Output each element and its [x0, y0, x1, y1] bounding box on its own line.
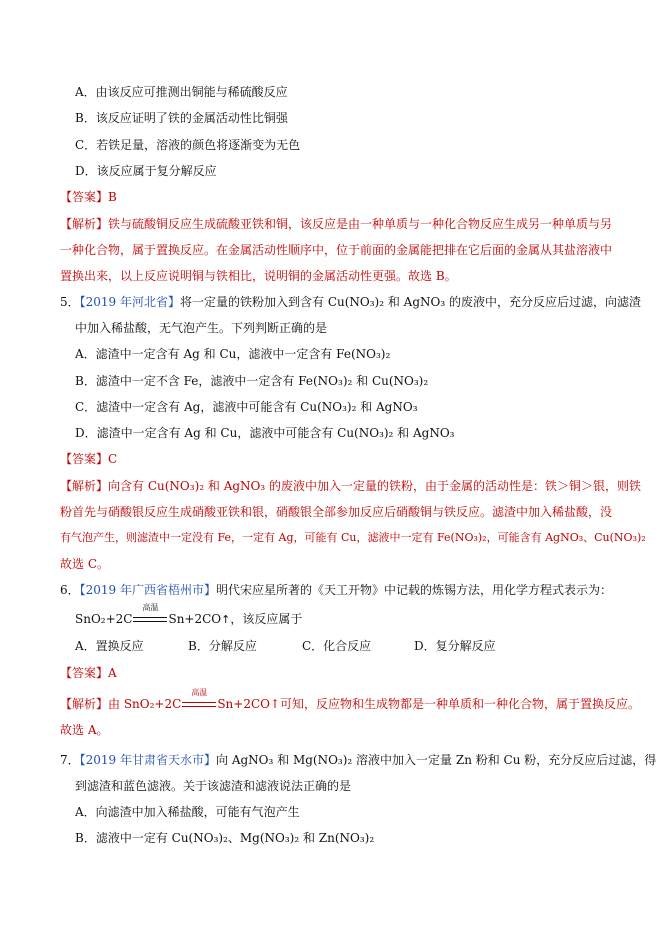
q5-option-a: A．滤渣中一定含有 Ag 和 Cu，滤液中一定含有 Fe(NO₃)₂ [75, 347, 391, 361]
q6-option-d: D．复分解反应 [414, 639, 496, 653]
question-source: 【2019 年广西省梧州市】 [79, 583, 216, 597]
q4-answer [60, 189, 117, 205]
q4-option-b: B．该反应证明了铁的金属活动性比铜强 [75, 111, 288, 125]
answer-tag: 【答案】 [60, 452, 109, 466]
equation-products: Sn+2CO [168, 612, 222, 626]
q5-answer [60, 451, 117, 467]
q7-stem-line-2: 到滤渣和蓝色滤液。关于该滤渣和滤液说法正确的是 [75, 779, 352, 793]
q6-option-a: A．置换反应 [75, 639, 144, 653]
q5-stem-line-1 [60, 294, 641, 310]
q6-analysis-line-1 [60, 688, 641, 712]
gas-up-arrow-icon: ↑ [221, 613, 231, 626]
stem-text: 将一定量的铁粉加入到含有 Cu(NO₃)₂ 和 AgNO₃ 的废液中，充分反应后过滤，向滤渣 [180, 295, 641, 309]
q6-option-b: B．分解反应 [188, 639, 257, 653]
q5-option-d: D．滤渣中一定含有 Ag 和 Cu，滤液中可能含有 Cu(NO₃)₂ 和 AgNO₃ [75, 426, 455, 440]
q5-stem-line-2: 中加入稀盐酸，无气泡产生。下列判断正确的是 [75, 321, 328, 335]
q5-analysis-line-4: 故选 C。 [60, 557, 109, 571]
stem-text: 明代宋应星所著的《天工开物》中记载的炼锡方法，用化学方程式表示为： [216, 583, 613, 597]
analysis-pre: 由 SnO₂+2C [108, 697, 182, 711]
q6-option-c: C．化合反应 [302, 639, 372, 653]
condition-label: 高温 [142, 603, 159, 612]
analysis-tag: 【解析】 [60, 479, 109, 493]
q4-option-c: C．若铁足量，溶液的颜色将逐渐变为无色 [75, 138, 301, 152]
answer-tag: 【答案】 [60, 190, 109, 204]
answer-value: A [108, 666, 117, 680]
analysis-text: 向含有 Cu(NO₃)₂ 和 AgNO₃ 的废液中加入一定量的铁粉，由于金属的活动性是：铁＞铜＞银，则铁 [108, 479, 642, 493]
q4-option-a: A．由该反应可推测出铜能与稀硫酸反应 [75, 85, 288, 99]
question-source: 【2019 年甘肃省天水市】 [79, 753, 216, 767]
stem-text: 向 AgNO₃ 和 Mg(NO₃)₂ 溶液中加入一定量 Zn 粉和 Cu 粉，充分反应后过滤，得 [216, 753, 657, 767]
answer-value: C [108, 452, 118, 466]
analysis-text: 铁与硫酸铜反应生成硫酸亚铁和铜，该反应是由一种单质与一种化合物反应生成另一种单质与另 [108, 217, 613, 231]
question-number: 6． [60, 583, 80, 597]
q4-analysis-line-1 [60, 216, 612, 232]
q7-option-a: A．向滤渣中加入稀盐酸，可能有气泡产生 [75, 805, 300, 819]
q7-option-b: B．滤液中一定有 Cu(NO₃)₂、Mg(NO₃)₂ 和 Zn(NO₃)₂ [75, 831, 375, 845]
equation-reactants: SnO₂+2C [75, 612, 133, 626]
question-number: 5． [60, 295, 80, 309]
q7-stem-line-1 [60, 752, 656, 768]
equals-bars [182, 702, 216, 707]
q6-equation-line [75, 603, 303, 628]
question-source: 【2019 年河北省】 [79, 295, 180, 309]
q4-analysis-line-3: 置换出来，以上反应说明铜与铁相比，说明铜的金属活动性更强。故选 B。 [60, 269, 457, 283]
q6-answer [60, 665, 117, 681]
q4-analysis-line-2: 一种化合物，属于置换反应。在金属活动性顺序中，位于前面的金属能把排在它后面的金属从其盐溶液中 [60, 243, 613, 257]
condition-label: 高温 [191, 688, 208, 697]
reaction-condition-arrow [182, 688, 216, 712]
analysis-tag: 【解析】 [60, 697, 109, 711]
question-number: 7． [60, 753, 80, 767]
equals-bars [133, 617, 167, 622]
analysis-tag: 【解析】 [60, 217, 109, 231]
equation-tail: ，该反应属于 [230, 612, 303, 626]
q6-analysis-line-2: 故选 A。 [60, 723, 109, 737]
q6-stem-line-1 [60, 582, 612, 598]
q5-option-b: B．滤渣中一定不含 Fe，滤液中一定含有 Fe(NO₃)₂ 和 Cu(NO₃)₂ [75, 374, 429, 388]
reaction-condition-arrow [133, 603, 167, 627]
q5-option-c: C．滤渣中一定含有 Ag，滤液中可能含有 Cu(NO₃)₂ 和 AgNO₃ [75, 400, 418, 414]
answer-tag: 【答案】 [60, 666, 109, 680]
analysis-post: Sn+2CO↑可知，反应物和生成物都是一种单质和一种化合物，属于置换反应。 [217, 697, 641, 711]
q5-analysis-line-1 [60, 478, 641, 494]
q5-analysis-line-2: 粉首先与硝酸银反应生成硝酸亚铁和银，硝酸银全部参加反应后硝酸铜与铁反应。滤渣中加入稀盐酸，没 [60, 505, 613, 519]
answer-value: B [108, 190, 117, 204]
q5-analysis-line-3: 有气泡产生，则滤渣中一定没有 Fe，一定有 Ag，可能有 Cu，滤液中一定有 Fe(NO₃)₂，可能含有 AgNO₃、Cu(NO₃)₂ [60, 531, 646, 544]
q4-option-d: D．该反应属于复分解反应 [75, 164, 217, 178]
